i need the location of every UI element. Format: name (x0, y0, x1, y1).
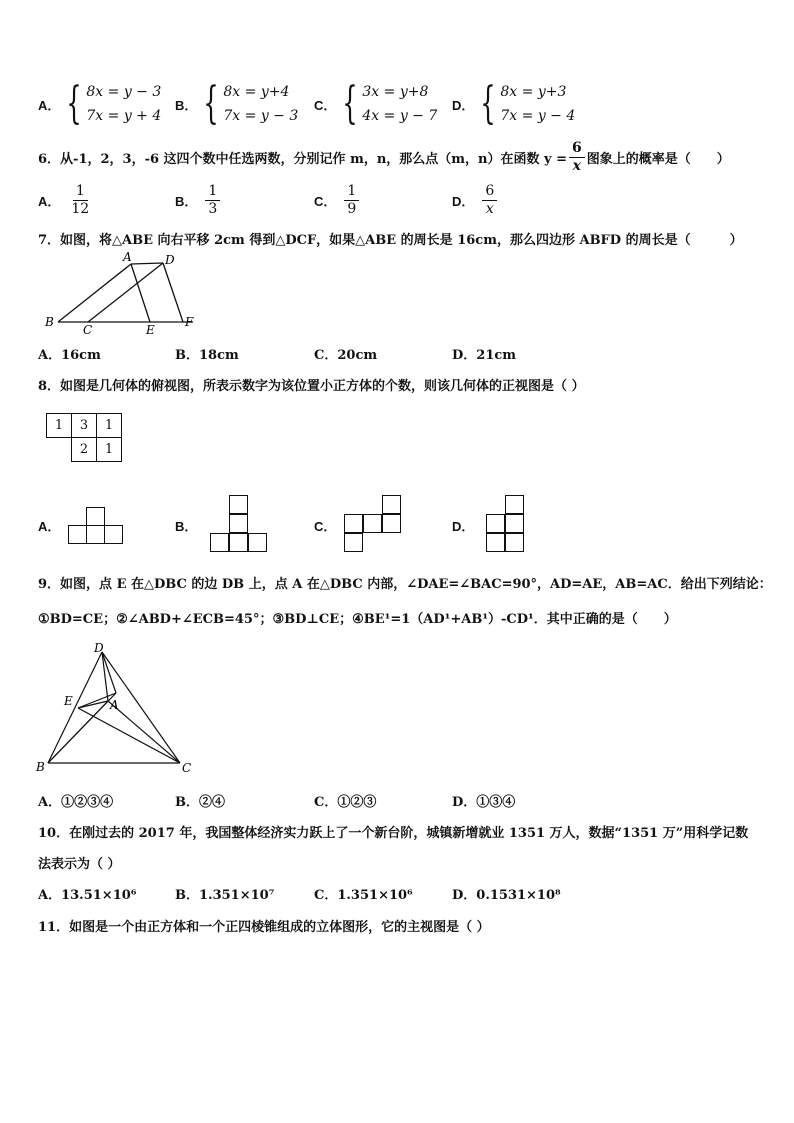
fraction-numerator: 6 (482, 183, 497, 201)
unit-square (382, 495, 401, 514)
unit-square (104, 525, 123, 544)
brace-icon: { (480, 78, 497, 129)
grid-cell: 1 (96, 413, 122, 438)
segment-bd (48, 652, 102, 763)
label-d: D (165, 253, 175, 267)
q8-option-d-letter[interactable]: D． (452, 519, 475, 534)
option-letter: D． (452, 97, 475, 113)
option-letter: C． (314, 795, 338, 810)
equation-2: 4x = y − 7 (362, 108, 438, 124)
fraction-denominator: x (485, 201, 494, 217)
option-letter: A． (38, 888, 62, 903)
label-f: F (185, 315, 194, 329)
equation-1: 3x = y+8 (362, 84, 429, 100)
brace-icon: { (203, 78, 220, 129)
segment-ba (58, 264, 131, 322)
q9-option-a[interactable] (38, 791, 113, 810)
option-letter: B． (175, 194, 198, 209)
option-value: ②④ (199, 795, 226, 810)
fraction-numerator: 1 (205, 183, 220, 201)
segment-bdc-inner (48, 693, 116, 763)
option-letter: D． (452, 348, 477, 363)
equation-1: 8x = y − 3 (86, 84, 162, 100)
fraction-denominator: 3 (208, 201, 218, 217)
segment-df (163, 263, 183, 322)
option-value: 1.351×10⁶ (337, 888, 413, 903)
unit-square (229, 533, 248, 552)
option-value: 18cm (199, 348, 239, 363)
fraction-numerator: 6 (569, 140, 585, 158)
option-letter: A． (38, 97, 61, 113)
option-letter: A． (38, 194, 61, 209)
q6-option-b[interactable] (175, 183, 220, 218)
segment-dc (88, 263, 163, 322)
option-letter: D． (452, 888, 477, 903)
unit-square (210, 533, 229, 552)
q10-question-line1: 10．在刚过去的 2017 年，我国整体经济实力跃上了一个新台阶，城镇新增就业 1351 万人，数据“1351 万”用科学记数 (38, 826, 749, 841)
unit-square (486, 514, 505, 533)
option-letter: A． (38, 348, 62, 363)
segment-ac (108, 701, 180, 763)
q9-figure (30, 638, 205, 778)
unit-square (248, 533, 267, 552)
q10-option-b[interactable] (175, 884, 274, 903)
label-b: B (45, 315, 54, 329)
segment-ad (131, 263, 163, 264)
option-value: ①②③④ (61, 795, 114, 810)
q10-question-line2: 法表示为（ ） (38, 857, 121, 872)
unit-square (363, 514, 382, 533)
q6-option-a[interactable] (38, 183, 92, 218)
option-letter: B． (175, 888, 199, 903)
label-d: D (94, 641, 104, 655)
q9-question-line1: 9．如图，点 E 在△DBC 的边 DB 上，点 A 在△DBC 内部，∠DAE=∠BAC=90°，AD=AE，AB=AC．给出下列结论： (38, 577, 772, 592)
q8-question: 8．如图是几何体的俯视图，所表示数字为该位置小正方体的个数，则该几何体的正视图是（ ） (38, 379, 585, 394)
equation-2: 7x = y − 3 (223, 108, 299, 124)
q6-option-c[interactable] (314, 183, 359, 218)
equation-2: 7x = y + 4 (86, 108, 162, 124)
brace-icon: { (66, 78, 83, 129)
grid-cell: 2 (71, 437, 97, 462)
option-letter: B． (175, 97, 198, 113)
unit-square (344, 533, 363, 552)
unit-square (229, 495, 248, 514)
q9-option-c[interactable] (314, 791, 376, 810)
q5-option-c[interactable] (314, 80, 437, 128)
q7-option-b[interactable] (175, 344, 239, 363)
fraction-denominator: 12 (71, 201, 90, 217)
unit-square (505, 495, 524, 514)
option-letter: C． (314, 194, 337, 209)
option-letter: D． (452, 194, 475, 209)
q7-question: 7．如图，将△ABE 向右平移 2cm 得到△DCF，如果△ABE 的周长是 16cm，那么四边形 ABFD 的周长是（ ） (38, 233, 743, 248)
option-letter: C． (314, 888, 338, 903)
unit-square (229, 514, 248, 533)
label-e: E (64, 694, 73, 708)
option-letter: B． (175, 348, 199, 363)
q6-option-d[interactable] (452, 183, 497, 218)
grid-cell: 1 (46, 413, 72, 438)
q6-text-after: 图象上的概率是（ ） (586, 152, 730, 167)
fraction-denominator: 9 (347, 201, 357, 217)
unit-square (86, 507, 105, 526)
q10-option-d[interactable] (452, 884, 561, 903)
q9-option-d[interactable] (452, 791, 515, 810)
q7-option-d[interactable] (452, 344, 516, 363)
equation-2: 7x = y − 4 (500, 108, 576, 124)
q5-option-d[interactable] (452, 80, 575, 128)
q10-option-a[interactable] (38, 884, 136, 903)
q7-option-c[interactable] (314, 344, 377, 363)
option-letter: A． (38, 795, 62, 810)
q8-option-c-letter[interactable]: C． (314, 519, 337, 534)
unit-square (68, 525, 87, 544)
option-letter: D． (452, 795, 477, 810)
q6-text-before: 6．从-1，2，3，-6 这四个数中任选两数，分别记作 m，n，那么点（m，n）在函数 y = (38, 152, 567, 167)
option-value: ①②③ (337, 795, 377, 810)
unit-square (505, 533, 524, 552)
option-letter: C． (314, 97, 337, 113)
q11-question: 11．如图是一个由正方体和一个正四棱锥组成的立体图形，它的主视图是（ ） (38, 920, 490, 935)
q8-option-a-letter[interactable]: A． (38, 519, 61, 534)
equation-1: 8x = y+4 (223, 84, 290, 100)
fraction-numerator: 1 (73, 183, 88, 201)
label-c: C (182, 761, 192, 775)
q5-option-a[interactable] (38, 80, 161, 128)
option-value: 20cm (337, 348, 378, 363)
unit-square (382, 514, 401, 533)
equation-1: 8x = y+3 (500, 84, 567, 100)
segment-ae (131, 264, 150, 322)
label-b: B (36, 760, 45, 774)
q7-figure (38, 250, 208, 335)
option-value: 13.51×10⁶ (61, 888, 137, 903)
option-value: 0.1531×10⁸ (476, 888, 561, 903)
q9-question-line2: ①BD=CE；②∠ABD+∠ECB=45°；③BD⊥CE；④BE¹=1（AD¹+AB¹）-CD¹．其中正确的是（ ） (38, 612, 677, 627)
brace-icon: { (342, 78, 359, 129)
option-value: 16cm (61, 348, 101, 363)
grid-cell: 3 (71, 413, 97, 438)
fraction-denominator: x (572, 158, 582, 174)
q9-option-b[interactable] (175, 791, 225, 810)
label-a: A (123, 250, 132, 264)
option-value: ①③④ (476, 795, 516, 810)
option-value: 1.351×10⁷ (199, 888, 275, 903)
q7-option-a[interactable] (38, 344, 101, 363)
label-a: A (110, 698, 119, 712)
option-letter: C． (314, 348, 338, 363)
q6-question (38, 140, 730, 175)
fraction-numerator: 1 (344, 183, 359, 201)
q5-option-b[interactable] (175, 80, 298, 128)
unit-square (486, 533, 505, 552)
grid-cell: 1 (96, 437, 122, 462)
unit-square (86, 525, 105, 544)
unit-square (344, 514, 363, 533)
label-e: E (146, 323, 155, 335)
label-c: C (83, 323, 93, 335)
unit-square (505, 514, 524, 533)
q8-option-b-letter[interactable]: B． (175, 519, 198, 534)
option-value: 21cm (476, 348, 517, 363)
option-letter: B． (175, 795, 199, 810)
q6-function-fraction (569, 140, 585, 175)
q10-option-c[interactable] (314, 884, 413, 903)
